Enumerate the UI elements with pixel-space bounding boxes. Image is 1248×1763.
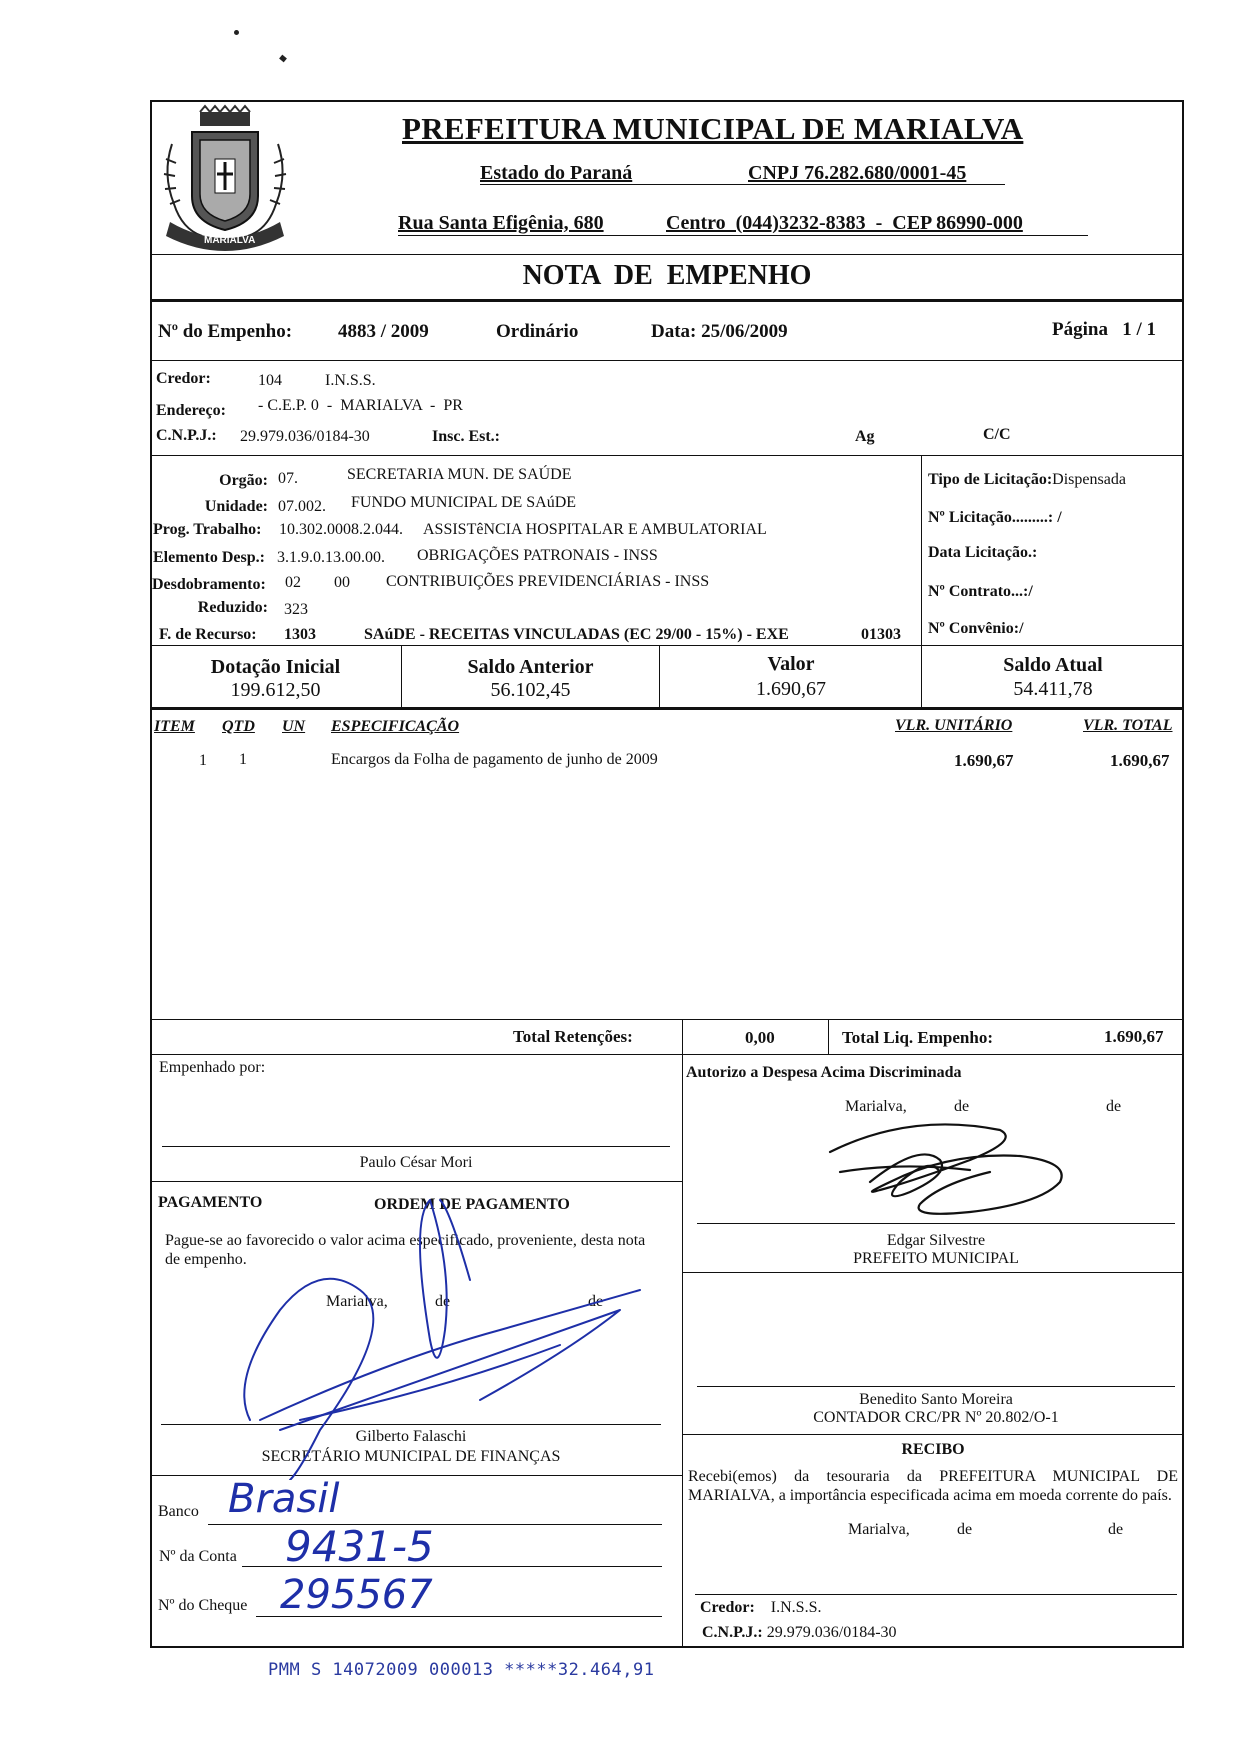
divider bbox=[150, 360, 1184, 361]
total-liquido-label: Total Liq. Empenho: bbox=[842, 1028, 993, 1047]
header-underline bbox=[398, 235, 1088, 236]
desdobramento-code-2: 00 bbox=[334, 574, 350, 591]
divider bbox=[150, 1019, 1184, 1020]
col-header-especificacao: ESPECIFICAÇÃO bbox=[331, 718, 460, 735]
municipality-address: Rua Santa Efigênia, 680 bbox=[398, 212, 604, 234]
divider bbox=[150, 645, 1184, 646]
payment-stamp: PMM S 14072009 000013 *****32.464,91 bbox=[268, 1660, 655, 1680]
col-header-un: UN bbox=[282, 718, 306, 735]
seal-banner-text: MARIALVA bbox=[204, 235, 256, 246]
header-underline bbox=[480, 184, 1005, 185]
divider bbox=[682, 1272, 1184, 1273]
recibo-credor bbox=[700, 1599, 821, 1617]
endereco-label: Endereço: bbox=[156, 402, 226, 419]
item-number: 1 bbox=[199, 752, 207, 769]
empenho-type: Ordinário bbox=[496, 321, 579, 342]
orgao-description: SECRETARIA MUN. DE SAÚDE bbox=[347, 466, 572, 483]
divider bbox=[150, 299, 1184, 302]
prog-trabalho-code: 10.302.0008.2.044. bbox=[279, 521, 403, 538]
reduzido-value: 323 bbox=[284, 601, 308, 618]
prefeito-title: PREFEITO MUNICIPAL bbox=[853, 1250, 1019, 1267]
empenho-number: 4883 / 2009 bbox=[338, 321, 429, 342]
saldo-atual-value: 54.411,78 bbox=[1013, 678, 1093, 700]
conta-value: 9431-5 bbox=[285, 1522, 434, 1571]
cheque-label: Nº do Cheque bbox=[158, 1597, 248, 1614]
empenhado-por-label: Empenhado por: bbox=[159, 1059, 266, 1076]
unidade-description: FUNDO MUNICIPAL DE SAúDE bbox=[351, 494, 577, 511]
municipality-cnpj: CNPJ 76.282.680/0001-45 bbox=[748, 162, 967, 184]
desdobramento-description: CONTRIBUIÇÕES PREVIDENCIÁRIAS - INSS bbox=[386, 573, 710, 590]
desdobramento-code-1: 02 bbox=[285, 574, 301, 591]
municipal-seal-icon bbox=[152, 104, 298, 254]
conta-label: Nº da Conta bbox=[159, 1548, 237, 1565]
saldo-anterior-label: Saldo Anterior bbox=[467, 656, 594, 678]
item-description: Encargos da Folha de pagamento de junho de 2009 bbox=[331, 751, 658, 768]
recibo-credor-label: Credor: bbox=[700, 1599, 755, 1616]
recibo-text: Recebi(emos) da tesouraria da PREFEITURA MUNICIPAL DE MARIALVA, a importância especificada acima em moeda corrente do país. bbox=[688, 1468, 1178, 1504]
pagamento-text: Pague-se ao favorecido o valor acima especificado, proveniente, desta nota de empenho. bbox=[165, 1232, 646, 1268]
col-header-valor-unitario: VLR. UNITÁRIO bbox=[895, 717, 1013, 734]
document-title: NOTA DE EMPENHO bbox=[522, 260, 812, 291]
recibo-cnpj-value: 29.979.036/0184-30 bbox=[766, 1624, 897, 1641]
recibo-credor-value: I.N.S.S. bbox=[770, 1599, 822, 1616]
empenho-number-label: Nº do Empenho: bbox=[158, 321, 293, 342]
signature-line bbox=[695, 1594, 1177, 1595]
state-name: Estado do Paraná bbox=[480, 162, 633, 184]
divider bbox=[682, 1019, 683, 1054]
agencia-label: Ag bbox=[855, 428, 875, 445]
credor-code: 104 bbox=[258, 372, 282, 389]
tipo-licitacao-label: Tipo de Licitação: bbox=[928, 471, 1053, 488]
scan-mark bbox=[279, 55, 287, 63]
recibo-title: RECIBO bbox=[901, 1441, 965, 1458]
divider bbox=[150, 1054, 1184, 1055]
divider bbox=[921, 455, 922, 645]
ordem-pagamento-label: ORDEM DE PAGAMENTO bbox=[374, 1196, 570, 1213]
item-quantity: 1 bbox=[239, 751, 247, 768]
unidade-label: Unidade: bbox=[204, 498, 268, 515]
numero-convenio: Nº Convênio:/ bbox=[928, 620, 1024, 637]
divider bbox=[682, 1054, 683, 1648]
dotacao-inicial-label: Dotação Inicial bbox=[210, 656, 341, 678]
divider bbox=[828, 1019, 829, 1054]
saldo-anterior-value: 56.102,45 bbox=[490, 679, 571, 701]
credor-label: Credor: bbox=[156, 370, 211, 387]
autorizo-local: Marialva, bbox=[845, 1098, 907, 1115]
col-header-item: ITEM bbox=[154, 718, 195, 735]
tipo-licitacao bbox=[928, 471, 1126, 489]
divider bbox=[150, 254, 1184, 255]
dotacao-inicial-value: 199.612,50 bbox=[230, 679, 321, 701]
empenhado-por-name: Paulo César Mori bbox=[359, 1154, 473, 1171]
recibo-cnpj-label: C.N.P.J.: bbox=[702, 1624, 763, 1641]
pagamento-label: PAGAMENTO bbox=[158, 1194, 263, 1211]
recibo-de-2: de bbox=[1108, 1521, 1124, 1538]
recibo-local: Marialva, bbox=[848, 1521, 910, 1538]
pagamento-local: Marialva, bbox=[326, 1293, 388, 1310]
municipality-contact: Centro (044)3232-8383 - CEP 86990-000 bbox=[666, 212, 1023, 234]
cnpj-label: C.N.P.J.: bbox=[156, 427, 217, 444]
autorizo-de-2: de bbox=[1106, 1098, 1122, 1115]
banco-value: Brasil bbox=[228, 1476, 340, 1522]
valor-value: 1.690,67 bbox=[756, 678, 826, 700]
signature-line bbox=[162, 1146, 670, 1147]
unidade-code: 07.002. bbox=[278, 498, 326, 515]
elemento-despesa-label: Elemento Desp.: bbox=[153, 549, 265, 566]
desdobramento-label: Desdobramento: bbox=[152, 576, 266, 593]
data-licitacao: Data Licitação.: bbox=[928, 544, 1038, 561]
autorizo-label: Autorizo a Despesa Acima Discriminada bbox=[686, 1064, 962, 1081]
elemento-despesa-description: OBRIGAÇÕES PATRONAIS - INSS bbox=[417, 547, 658, 564]
divider bbox=[150, 455, 1184, 456]
conta-corrente-label: C/C bbox=[983, 426, 1011, 443]
banco-line bbox=[208, 1524, 662, 1525]
fonte-recurso-description: SAúDE - RECEITAS VINCULADAS (EC 29/00 - 15%) - EXE bbox=[364, 626, 789, 643]
numero-contrato: Nº Contrato...:/ bbox=[928, 583, 1033, 600]
recibo-cnpj bbox=[702, 1624, 897, 1642]
fonte-recurso-code: 1303 bbox=[284, 626, 316, 643]
item-total-value: 1.690,67 bbox=[1110, 751, 1170, 770]
prefeito-name: Edgar Silvestre bbox=[886, 1232, 986, 1249]
secretario-name: Gilberto Falaschi bbox=[355, 1428, 467, 1445]
item-unit-value: 1.690,67 bbox=[954, 751, 1014, 770]
cheque-value: 295567 bbox=[280, 1572, 433, 1618]
total-retencoes-label: Total Retenções: bbox=[513, 1027, 633, 1046]
autorizo-de-1: de bbox=[954, 1098, 970, 1115]
divider bbox=[150, 707, 1184, 710]
saldo-atual-label: Saldo Atual bbox=[1003, 654, 1103, 676]
orgao-code: 07. bbox=[278, 470, 298, 487]
fonte-recurso-label: F. de Recurso: bbox=[159, 626, 257, 643]
municipality-title: PREFEITURA MUNICIPAL DE MARIALVA bbox=[402, 111, 1024, 146]
credor-name: I.N.S.S. bbox=[325, 372, 376, 389]
prog-trabalho-label: Prog. Trabalho: bbox=[153, 521, 262, 538]
recibo-de-1: de bbox=[957, 1521, 973, 1538]
elemento-despesa-code: 3.1.9.0.13.00.00. bbox=[277, 549, 385, 566]
insc-est-label: Insc. Est.: bbox=[432, 428, 501, 445]
numero-licitacao: Nº Licitação.........: / bbox=[928, 509, 1062, 526]
empenho-date: Data: 25/06/2009 bbox=[651, 321, 788, 342]
secretario-signature bbox=[240, 1180, 660, 1480]
col-header-qtd: QTD bbox=[222, 718, 255, 735]
orgao-label: Orgão: bbox=[219, 472, 268, 489]
col-header-valor-total: VLR. TOTAL bbox=[1083, 717, 1173, 734]
tipo-licitacao-value: Dispensada bbox=[1052, 471, 1126, 488]
total-liquido-value: 1.690,67 bbox=[1104, 1027, 1164, 1046]
page-number: Página 1 / 1 bbox=[1052, 319, 1156, 340]
fonte-recurso-number: 01303 bbox=[861, 626, 901, 643]
total-retencoes-value: 0,00 bbox=[745, 1028, 775, 1047]
contador-name: Benedito Santo Moreira bbox=[859, 1391, 1013, 1408]
credor-cnpj: 29.979.036/0184-30 bbox=[240, 428, 370, 445]
signature-line bbox=[697, 1386, 1175, 1387]
divider bbox=[682, 1434, 1184, 1435]
pagamento-de-1: de bbox=[435, 1293, 451, 1310]
pagamento-de-2: de bbox=[588, 1293, 604, 1310]
prog-trabalho-description: ASSISTêNCIA HOSPITALAR E AMBULATORIAL bbox=[423, 521, 767, 538]
scan-mark bbox=[234, 30, 239, 35]
secretario-title: SECRETÁRIO MUNICIPAL DE FINANÇAS bbox=[261, 1448, 561, 1465]
prefeito-signature bbox=[820, 1112, 1080, 1232]
contador-title: CONTADOR CRC/PR Nº 20.802/O-1 bbox=[813, 1409, 1059, 1426]
reduzido-label: Reduzido: bbox=[197, 599, 268, 616]
banco-label: Banco bbox=[158, 1503, 199, 1520]
valor-label: Valor bbox=[767, 653, 815, 675]
credor-address: - C.E.P. 0 - MARIALVA - PR bbox=[258, 397, 463, 414]
